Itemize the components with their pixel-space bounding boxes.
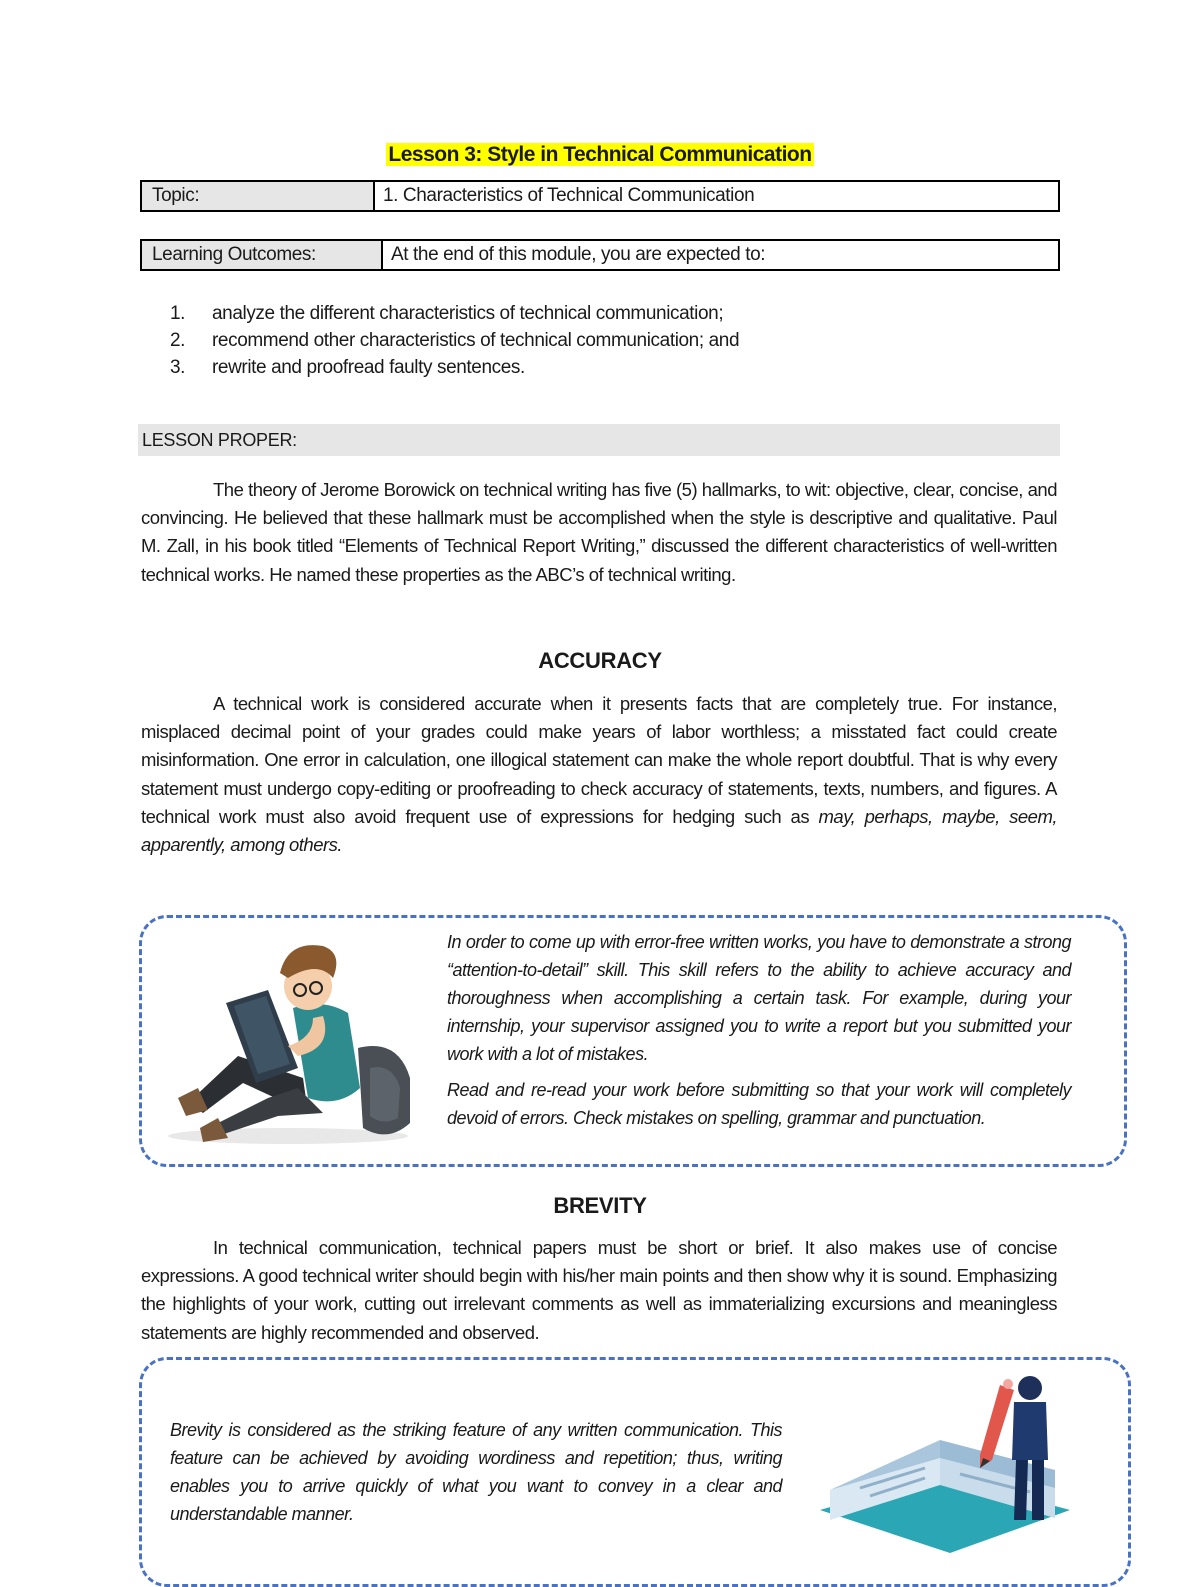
topic-value: 1. Characteristics of Technical Communication <box>383 185 755 206</box>
accuracy-heading: ACCURACY <box>538 648 662 673</box>
topic-box <box>140 180 1060 212</box>
writer-on-book-illustration <box>800 1370 1080 1553</box>
brevity-heading: BREVITY <box>553 1193 647 1218</box>
learning-outcomes-box <box>140 239 1060 271</box>
student-reading-illustration <box>148 938 420 1148</box>
page-title: Lesson 3: Style in Technical Communication <box>388 143 812 166</box>
outcomes-list <box>170 300 739 381</box>
learning-outcomes-value: At the end of this module, you are expected to: <box>391 244 766 265</box>
brevity-paragraph: In technical communication, technical papers must be short or brief. It also makes use of concise expressions. A good technical writer should begin with his/her main points and then show why it is sound. Emphasizing the highlights of your work, cutting out irrelevant comments as well as immaterializing excursions and meaningless statements are highly recommended and observed. <box>141 1237 1057 1343</box>
brevity-tip-text: Brevity is considered as the striking feature of any written communication. This feature can be achieved by avoiding wordiness and repetition; thus, writing enables you to arrive quickly of what you want to convey in a clear and understandable manner. <box>170 1420 782 1524</box>
list-item: 2. recommend other characteristics of technical communication; and <box>170 330 740 351</box>
list-item: 3. rewrite and proofread faulty sentences. <box>170 357 525 378</box>
learning-outcomes-label: Learning Outcomes: <box>142 241 383 269</box>
topic-label: Topic: <box>142 182 375 210</box>
lesson-proper-bar: LESSON PROPER: <box>138 424 1060 456</box>
list-item: 1. analyze the different characteristics of technical communication; <box>170 303 724 324</box>
accuracy-paragraph: A technical work is considered accurate when it presents facts that are completely true. For instance, misplaced decimal point of your grades could make years of labor worthless; a misstated fact could create misinformation. One error in calculation, one illogical statement can make the whole report doubtful. That is why every statement must undergo copy-editing or proofreading to check accuracy of statements, texts, numbers, and figures. A technical work must also avoid frequent use of expressions for hedging such as may, perhaps, maybe, seem, apparently, among others. <box>141 693 1057 856</box>
intro-paragraph: The theory of Jerome Borowick on technical writing has five (5) hallmarks, to wit: objective, clear, concise, and convincing. He believed that these hallmark must be accomplished when the style is descriptive and qualitative. Paul M. Zall, in his book titled “Elements of Technical Report Writing,” discussed the different characteristics of well-written technical works. He named these properties as the ABC’s of technical writing. <box>141 479 1057 585</box>
accuracy-tip-text: In order to come up with error-free written works, you have to demonstrate a strong “attention-to-detail” skill. This skill refers to the ability to achieve accuracy and thoroughness when accomplishing a certain task. For example, during your internship, your supervisor assigned you to write a report but you submitted your work with a lot of mistakes. Read and re-read your work before submitting so that your work will completely devoid of errors. Check mistakes on spelling, grammar and punctuation. <box>447 932 1071 1128</box>
